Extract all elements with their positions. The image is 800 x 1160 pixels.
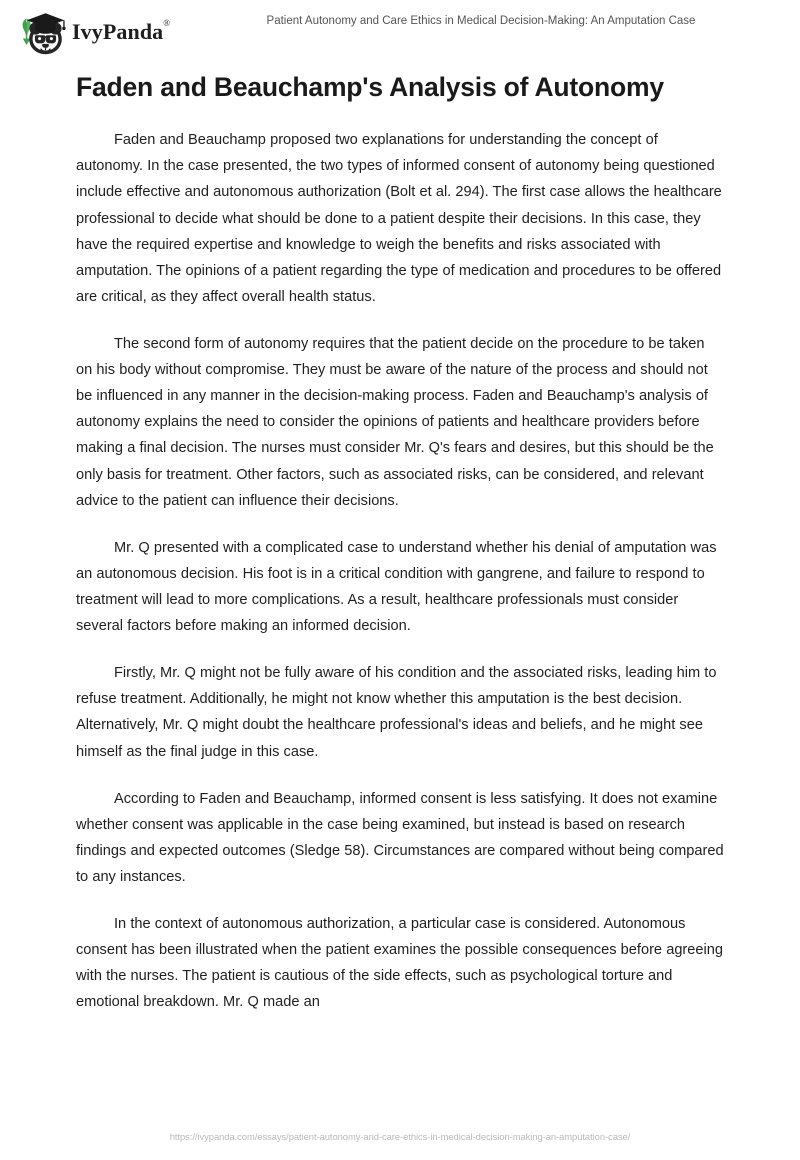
page-footer xyxy=(0,1112,800,1160)
page-title: Faden and Beauchamp's Analysis of Autonomy xyxy=(76,72,664,102)
brand-name-text: IvyPanda xyxy=(72,19,164,44)
article-paragraph: Faden and Beauchamp proposed two explanations for understanding the concept of autonomy. In the case presented, the two types of informed consent of autonomy being questioned include effective and autonomous authorization (Bolt et al. 294). The first case allows the healthcare professional to decide what should be done to a patient despite their decisions. In this case, they have the required expertise and knowledge to weigh the benefits and risks associated with amputation. The opinions of a patient regarding the type of medication and procedures to be offered are critical, as they affect overall health status. xyxy=(76,132,722,305)
document-title: Patient Autonomy and Care Ethics in Medical Decision-Making: An Amputation Case xyxy=(266,15,696,27)
registered-trademark-icon: ® xyxy=(163,17,171,28)
page-header xyxy=(0,0,800,60)
panda-graduate-logo-icon xyxy=(14,9,66,55)
article-paragraph: In the context of autonomous authorization, a particular case is considered. Autonomous consent has been illustrated when the patient examines the possible consequences before agreeing with the nurses. The patient is cautious of the side effects, such as psychological torture and emotional breakdown. Mr. Q made an xyxy=(76,916,724,1011)
article-paragraph: The second form of autonomy requires that the patient decide on the procedure to be taken on his body without compromise. They must be aware of the nature of the process and should not be influenced in any manner in the decision-making process. Faden and Beauchamp's analysis of autonomy explains the need to consider the opinions of patients and healthcare providers before making a final decision. The nurses must consider Mr. Q's fears and desires, but this should be the only basis for treatment. Other factors, such as associated risks, can be considered, and relevant advice to the patient can influence their decisions. xyxy=(76,336,714,509)
article-paragraph: Mr. Q presented with a complicated case to understand whether his denial of amputation was an autonomous decision. His foot is in a critical condition with gangrene, and failure to respond to treatment will lead to more complications. As a result, healthcare professionals must consider several factors before making an informed decision. xyxy=(76,539,717,635)
brand-wordmark xyxy=(72,17,171,44)
source-url[interactable]: https://ivypanda.com/essays/patient-autonomy-and-care-ethics-in-medical-decision-making-an-amputation-case/ xyxy=(169,1130,631,1142)
brand-logo-link[interactable] xyxy=(14,9,170,55)
article-paragraph: Firstly, Mr. Q might not be fully aware of his condition and the associated risks, leading him to refuse treatment. Additionally, he might not know whether this amputation is the best decision. Alternatively, Mr. Q might doubt the healthcare professional's ideas and beliefs, and he might see himself as the final judge in this case. xyxy=(76,665,717,760)
article-paragraph: According to Faden and Beauchamp, informed consent is less satisfying. It does not examine whether consent was applicable in the case being examined, but instead is based on research findings and expected outcomes (Sledge 58). Circumstances are compared without being compared to any instances. xyxy=(76,790,724,885)
article-body xyxy=(76,70,724,1016)
